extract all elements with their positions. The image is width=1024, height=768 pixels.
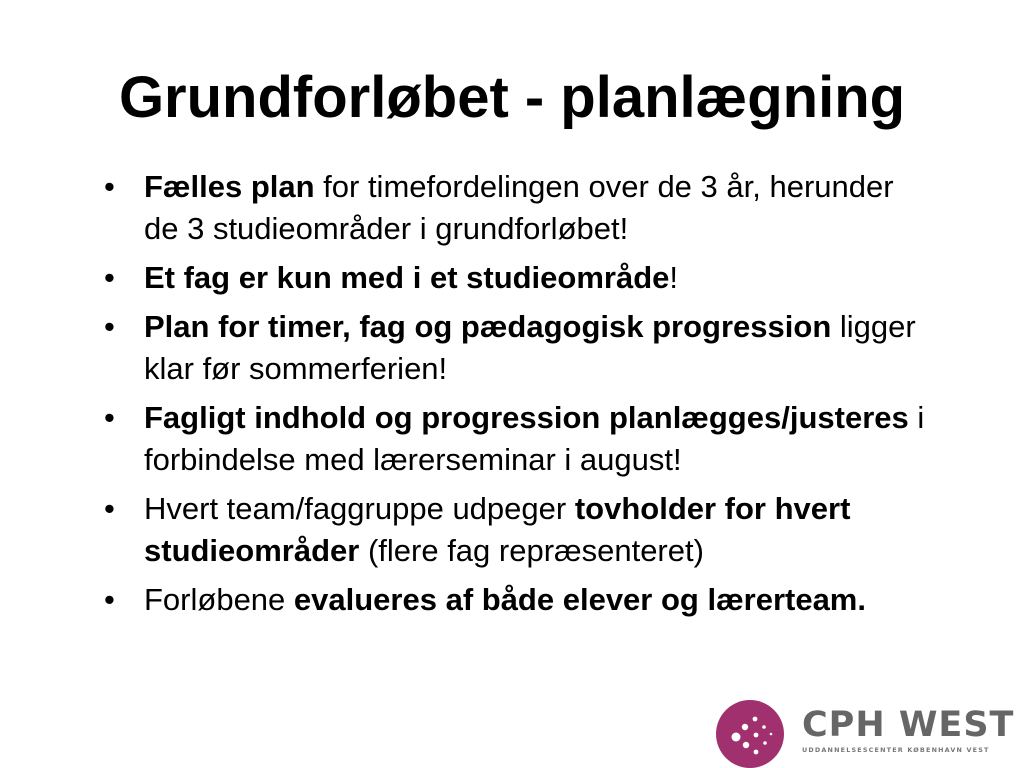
bullet-item: [104, 579, 934, 621]
bullet-text: Forløbene: [144, 582, 294, 617]
slide-title: Grundforløbet - planlægning: [118, 65, 906, 130]
bullet-text: !: [669, 260, 679, 295]
bullet-item: [104, 257, 934, 299]
logo-subtitle: UDDANNELSESCENTER KØBENHAVN VEST: [802, 746, 990, 754]
bullet-text-bold: Fagligt indhold og progression planlægges/justeres: [144, 400, 909, 435]
bullet-dot: •: [104, 169, 115, 204]
bullet-dot: •: [104, 491, 115, 526]
bullet-text: ligger klar før sommerferien!: [144, 309, 916, 386]
bullet-text-bold: Et fag er kun med i et studieområde: [144, 260, 670, 295]
bullet-text-bold: evalueres af både elever og lærerteam.: [293, 582, 866, 617]
bullet-item: [104, 397, 934, 481]
bullet-dot: •: [104, 309, 115, 344]
bullet-text-bold: Fælles plan: [144, 169, 315, 204]
bullet-item: [104, 306, 934, 390]
bullet-dot: •: [104, 582, 115, 617]
bullet-text: for timefordelingen over de 3 år, herunder de 3 studieområder i grundforløbet!: [144, 169, 894, 246]
bullet-dot: •: [104, 400, 115, 435]
bullet-item: [104, 488, 934, 572]
bullet-dot: •: [104, 260, 115, 295]
cph-west-logo: [716, 700, 1015, 768]
bullet-text: (flere fag repræsenteret): [359, 533, 704, 568]
bullet-list: [104, 166, 934, 628]
logo-name: CPH WEST: [802, 705, 1015, 745]
bullet-text-bold: Plan for timer, fag og pædagogisk progression: [144, 309, 832, 344]
bullet-item: [104, 166, 934, 250]
bullet-text: Hvert team/faggruppe udpeger: [144, 491, 575, 526]
bullet-text: i forbindelse med lærerseminar i august!: [144, 400, 925, 477]
bullet-text-bold: tovholder for hvert studieområder: [144, 491, 851, 568]
logo-circle-icon: [716, 700, 784, 768]
